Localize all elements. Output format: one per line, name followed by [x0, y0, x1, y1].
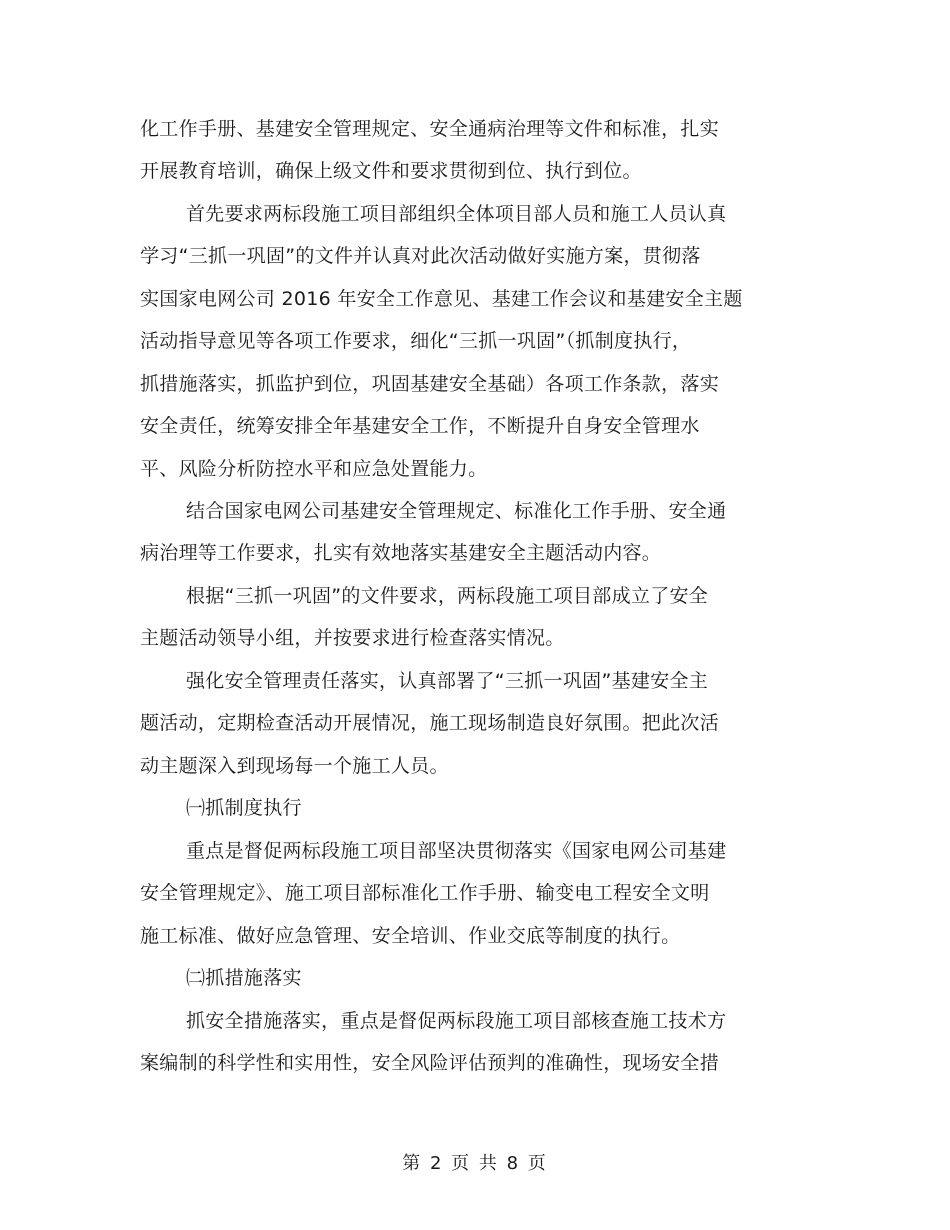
text-line-23: 案编制的科学性和实用性，安全风险评估预判的准确性，现场安全措 — [140, 1052, 720, 1074]
text-line-13: 主题活动领导小组，并按要求进行检查落实情况。 — [140, 627, 565, 649]
text-line-15: 题活动，定期检查活动开展情况，施工现场制造良好氛围。把此次活 — [140, 712, 720, 734]
section-heading-2: ㈡抓措施落实 — [186, 967, 302, 989]
text-line-19: 安全管理规定》、施工项目部标准化工作手册、输变电工程安全文明 — [140, 882, 710, 904]
text-line-3: 首先要求两标段施工项目部组织全体项目部人员和施工人员认真 — [186, 203, 727, 225]
text-line-10: 结合国家电网公司基建安全管理规定、标准化工作手册、安全通 — [186, 500, 727, 522]
text-line-9: 平、风险分析防控水平和应急处置能力。 — [140, 458, 488, 480]
text-line-1: 化工作手册、基建安全管理规定、安全通病治理等文件和标准，扎实 — [140, 118, 720, 140]
page-number-footer: 第 2 页 共 8 页 — [402, 1153, 548, 1174]
text-line-6: 活动指导意见等各项工作要求，细化“三抓一巩固”（抓制度执行， — [140, 330, 692, 352]
text-line-4: 学习“三抓一巩固”的文件并认真对此次活动做好实施方案，贯彻落 — [140, 245, 701, 267]
text-line-11: 病治理等工作要求，扎实有效地落实基建安全主题活动内容。 — [140, 542, 662, 564]
text-line-8: 安全责任，统筹安排全年基建安全工作，不断提升自身安全管理水 — [140, 415, 700, 437]
text-line-22: 抓安全措施落实，重点是督促两标段施工项目部核查施工技术方 — [186, 1010, 727, 1032]
text-line-16: 动主题深入到现场每一个施工人员。 — [140, 755, 449, 777]
text-line-18: 重点是督促两标段施工项目部坚决贯彻落实《国家电网公司基建 — [186, 840, 727, 862]
text-line-7: 抓措施落实，抓监护到位，巩固基建安全基础）各项工作条款，落实 — [140, 373, 720, 395]
text-line-5: 实国家电网公司 2016 年安全工作意见、基建工作会议和基建安全主题 — [140, 288, 743, 310]
text-line-2: 开展教育培训，确保上级文件和要求贯彻到位、执行到位。 — [140, 160, 642, 182]
text-line-20: 施工标准、做好应急管理、安全培训、作业交底等制度的执行。 — [140, 925, 681, 947]
text-line-12: 根据“三抓一巩固”的文件要求，两标段施工项目部成立了安全 — [186, 585, 709, 607]
section-heading-1: ㈠抓制度执行 — [186, 797, 302, 819]
text-line-14: 强化安全管理责任落实，认真部署了“三抓一巩固”基建安全主 — [186, 670, 709, 692]
